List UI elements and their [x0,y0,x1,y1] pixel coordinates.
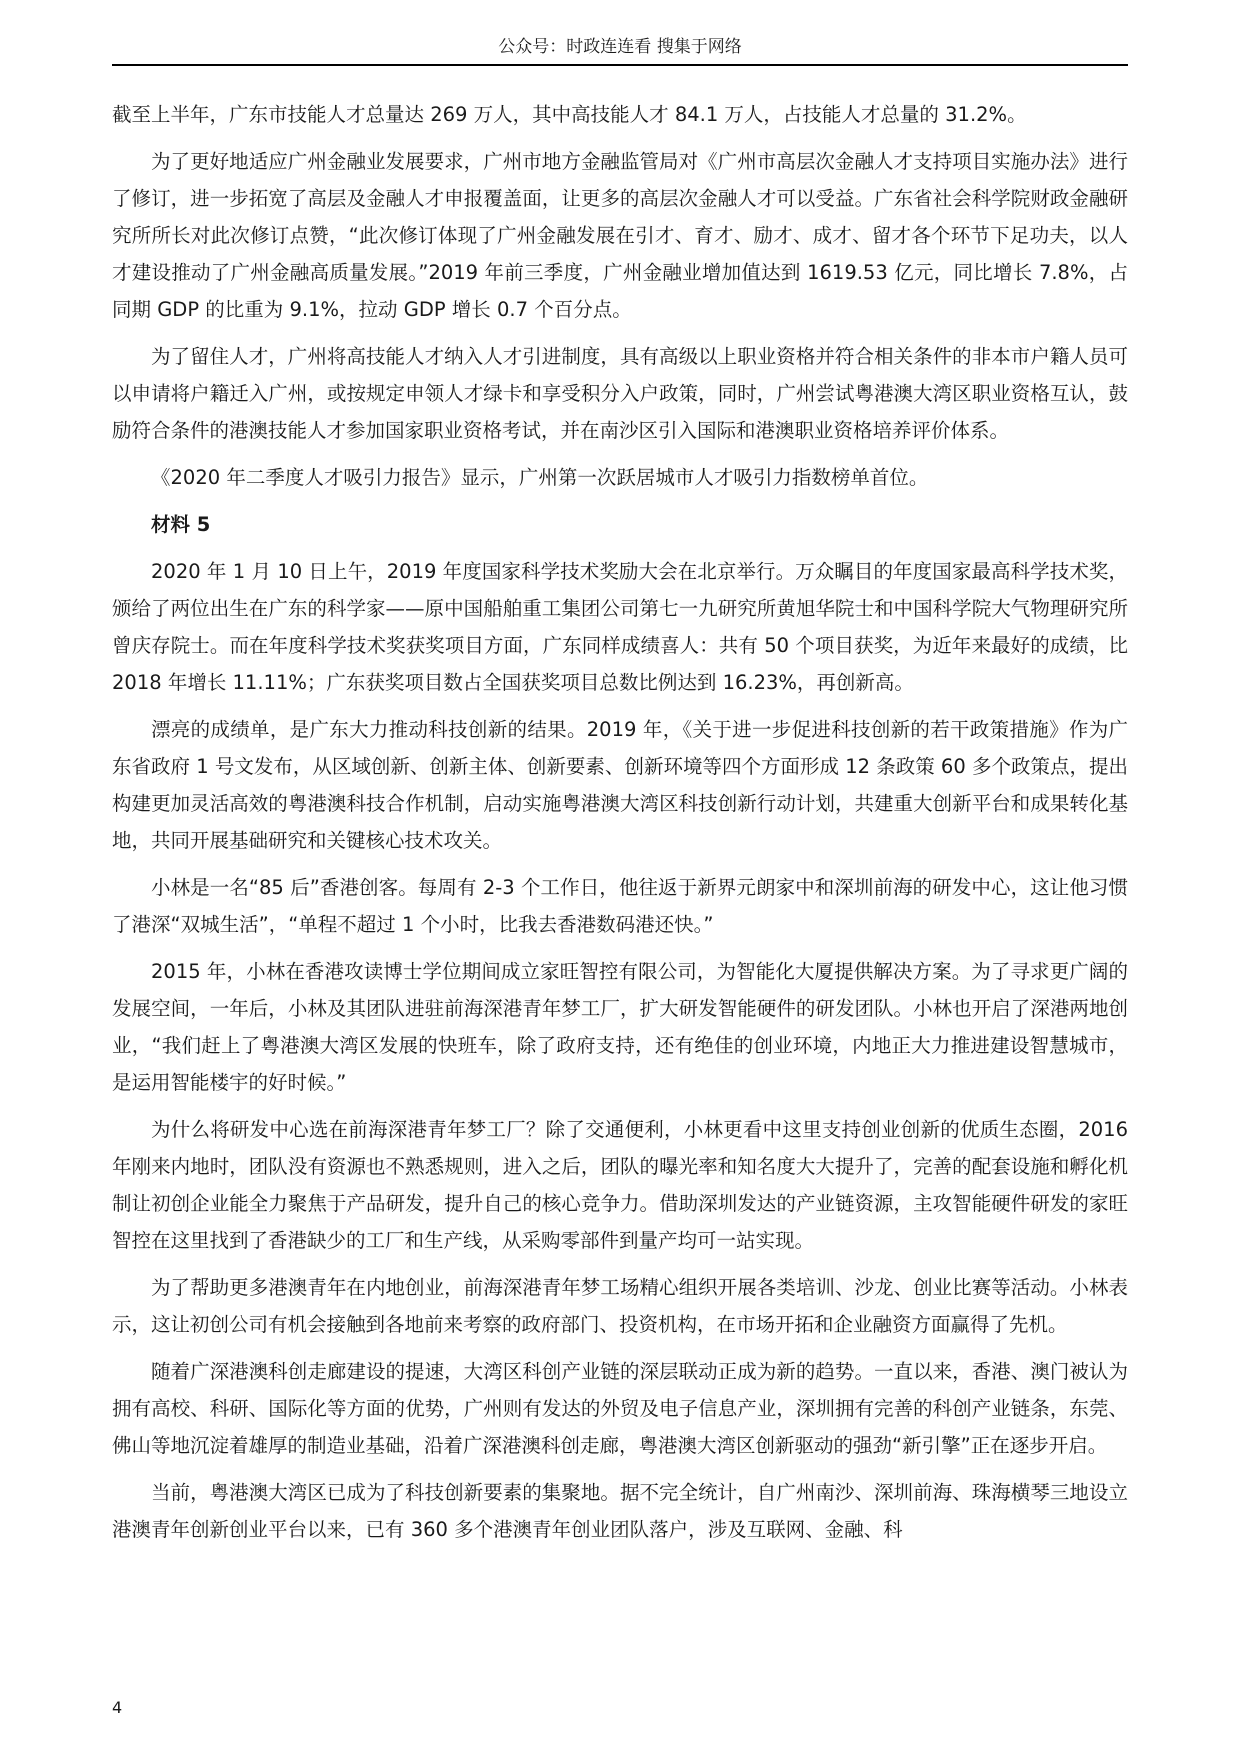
paragraph: 为了帮助更多港澳青年在内地创业，前海深港青年梦工场精心组织开展各类培训、沙龙、创业比赛等活动。小林表示，这让初创公司有机会接触到各地前来考察的政府部门、投资机构，在市场开拓和企业融资方面赢得了先机。 [112,1276,1128,1336]
paragraph: 2020 年 1 月 10 日上午，2019 年度国家科学技术奖励大会在北京举行。万众瞩目的年度国家最高科学技术奖，颁给了两位出生在广东的科学家——原中国船舶重工集团公司第七一九研究所黄旭华院士和中国科学院大气物理研究所曾庆存院士。而在年度科学技术奖获奖项目方面，广东同样成绩喜人：共有 50 个项目获奖，为近年来最好的成绩，比 2018 年增长 11.11%；广东获奖项目数占全国获奖项目总数比例达到 16.23%，再创新高。 [112,560,1128,694]
paragraph: 为了更好地适应广州金融业发展要求，广州市地方金融监管局对《广州市高层次金融人才支持项目实施办法》进行了修订，进一步拓宽了高层及金融人才申报覆盖面，让更多的高层次金融人才可以受益。广东省社会科学院财政金融研究所所长对此次修订点赞，“此次修订体现了广州金融发展在引才、育才、励才、成才、留才各个环节下足功夫，以人才建设推动了广州金融高质量发展。”2019 年前三季度，广州金融业增加值达到 1619.53 亿元，同比增长 7.8%，占同期 GDP 的比重为 9.1%，拉动 GDP 增长 0.7 个百分点。 [112,150,1128,321]
page-number: 4 [112,1698,123,1717]
paragraph: 截至上半年，广东市技能人才总量达 269 万人，其中高技能人才 84.1 万人，占技能人才总量的 31.2%。 [112,103,1027,126]
section-heading: 材料 5 [151,513,211,536]
body-content [112,96,1128,1558]
paragraph: 2015 年，小林在香港攻读博士学位期间成立家旺智控有限公司，为智能化大厦提供解决方案。为了寻求更广阔的发展空间，一年后，小林及其团队进驻前海深港青年梦工厂，扩大研发智能硬件的研发团队。小林也开启了深港两地创业，“我们赶上了粤港澳大湾区发展的快班车，除了政府支持，还有绝佳的创业环境，内地正大力推进建设智慧城市，是运用智能楼宇的好时候。” [112,960,1128,1094]
page-header: 公众号：时政连连看 搜集于网络 [498,37,742,57]
paragraph: 随着广深港澳科创走廊建设的提速，大湾区科创产业链的深层联动正成为新的趋势。一直以来，香港、澳门被认为拥有高校、科研、国际化等方面的优势，广州则有发达的外贸及电子信息产业，深圳拥有完善的科创产业链条，东莞、佛山等地沉淀着雄厚的制造业基础，沿着广深港澳科创走廊，粤港澳大湾区创新驱动的强劲“新引擎”正在逐步开启。 [112,1360,1128,1457]
paragraph: 为了留住人才，广州将高技能人才纳入人才引进制度，具有高级以上职业资格并符合相关条件的非本市户籍人员可以申请将户籍迁入广州，或按规定申领人才绿卡和享受积分入户政策，同时，广州尝试粤港澳大湾区职业资格互认，鼓励符合条件的港澳技能人才参加国家职业资格考试，并在南沙区引入国际和港澳职业资格培养评价体系。 [112,345,1128,442]
paragraph: 漂亮的成绩单，是广东大力推动科技创新的结果。2019 年，《关于进一步促进科技创新的若干政策措施》作为广东省政府 1 号文发布，从区域创新、创新主体、创新要素、创新环境等四个方面形成 12 条政策 60 多个政策点，提出构建更加灵活高效的粤港澳科技合作机制，启动实施粤港澳大湾区科技创新行动计划，共建重大创新平台和成果转化基地，共同开展基础研究和关键核心技术攻关。 [112,718,1128,852]
paragraph: 为什么将研发中心选在前海深港青年梦工厂？除了交通便利，小林更看中这里支持创业创新的优质生态圈，2016 年刚来内地时，团队没有资源也不熟悉规则，进入之后，团队的曝光率和知名度大大提升了，完善的配套设施和孵化机制让初创企业能全力聚焦于产品研发，提升自己的核心竞争力。借助深圳发达的产业链资源，主攻智能硬件研发的家旺智控在这里找到了香港缺少的工厂和生产线，从采购零部件到量产均可一站实现。 [112,1118,1128,1252]
paragraph: 当前，粤港澳大湾区已成为了科技创新要素的集聚地。据不完全统计，自广州南沙、深圳前海、珠海横琴三地设立港澳青年创新创业平台以来，已有 360 多个港澳青年创业团队落户，涉及互联网、金融、科 [112,1481,1128,1541]
paragraph: 《2020 年二季度人才吸引力报告》显示，广州第一次跃居城市人才吸引力指数榜单首位。 [151,466,929,489]
header-divider [112,64,1128,66]
paragraph: 小林是一名“85 后”香港创客。每周有 2-3 个工作日，他往返于新界元朗家中和深圳前海的研发中心，这让他习惯了港深“双城生活”，“单程不超过 1 个小时，比我去香港数码港还快。” [112,876,1128,936]
